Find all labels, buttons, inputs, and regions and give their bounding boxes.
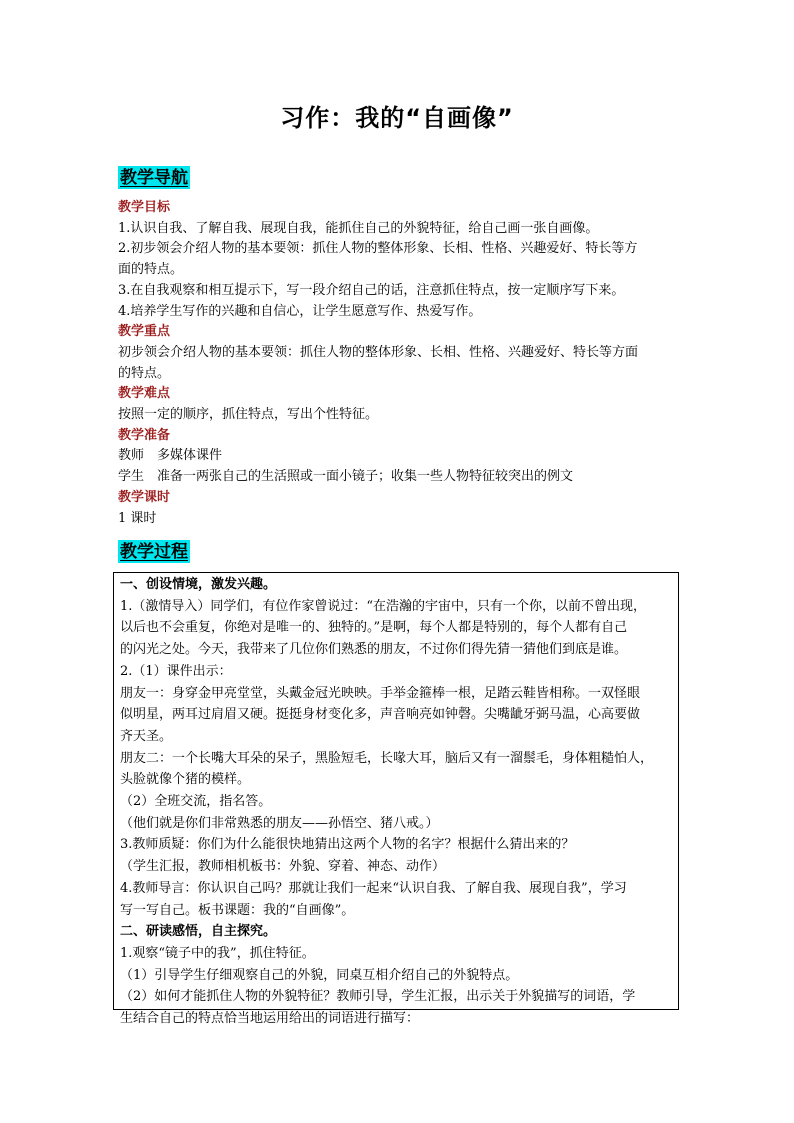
process-section-heading: 二、研读感悟，自主探究。	[120, 924, 277, 940]
section-heading-teaching-process: 教学过程	[120, 542, 188, 562]
process-line: （2）全班交流，指名答。	[120, 794, 272, 810]
key-point-line: 的特点。	[118, 365, 171, 381]
difficult-point-line: 按照一定的顺序，抓住特点，写出个性特征。	[118, 407, 379, 423]
page-title: 习作：我的“自画像”	[280, 104, 514, 132]
process-line: 以后也不会重复，你绝对是唯一的、独特的。”是啊，每个人都是特别的，每个人都有自己	[120, 620, 628, 636]
process-line: 4.教师导言：你认识自己吗？那就让我们一起来“认识自我、了解自我、展现自我”，学习	[120, 880, 627, 896]
process-line: 似明星，两耳过肩眉又硬。挺挺身材变化多，声音响亮如钟磬。尖嘴龇牙弼马温，心高要做	[120, 707, 641, 723]
teaching-guide-content	[118, 198, 683, 529]
process-line: （他们就是你们非常熟悉的朋友——孙悟空、猪八戒。）	[120, 815, 439, 831]
process-line: 3.教师质疑：你们为什么能很快地猜出这两个人物的名字？根据什么猜出来的？	[120, 837, 575, 853]
preparation-line: 学生 准备一两张自己的生活照或一面小镜子；收集一些人物特征较突出的例文	[118, 469, 574, 485]
process-line: 朋友二：一个长嘴大耳朵的呆子，黑脸短毛，长喙大耳，脑后又有一溜鬃毛，身体粗糙怕人，	[120, 750, 654, 766]
process-line: 的闪光之处。今天，我带来了几位你们熟悉的朋友，不过你们得先猜一猜他们到底是谁。	[120, 642, 628, 658]
process-line: （1）引导学生仔细观察自己的外貌，同桌互相介绍自己的外貌特点。	[120, 967, 519, 983]
process-line: （2）如何才能抓住人物的外貌特征？教师引导，学生汇报，出示关于外貌描写的词语，学	[120, 989, 636, 1005]
section-heading-teaching-guide: 教学导航	[120, 168, 188, 188]
key-points-heading: 教学重点	[118, 324, 171, 340]
preparation-line: 教师 多媒体课件	[118, 448, 223, 464]
class-hours-heading: 教学课时	[118, 489, 171, 505]
process-line: 写一写自己。板书课题：我的“自画像”。	[120, 902, 355, 918]
difficult-points-heading: 教学难点	[118, 386, 171, 402]
process-line: 2.（1）课件出示：	[120, 663, 232, 679]
goal-line: 面的特点。	[118, 262, 184, 278]
key-point-line: 初步领会介绍人物的基本要领：抓住人物的整体形象、长相、性格、兴趣爱好、特长等方面	[118, 344, 639, 360]
process-line: 1.观察“镜子中的我”，抓住特征。	[120, 945, 315, 961]
process-line: （学生汇报，教师相机板书：外貌、穿着、神态、动作）	[120, 859, 446, 875]
goal-line: 4.培养学生写作的兴趣和自信心，让学生愿意写作、热爱写作。	[118, 303, 482, 319]
process-line: 1.（激情导入）同学们，有位作家曾说过：“在浩瀚的宇宙中，只有一个你，以前不曾出现，	[120, 598, 647, 614]
goals-heading: 教学目标	[118, 200, 171, 215]
process-line: 齐天圣。	[120, 728, 173, 744]
goal-line: 3.在自我观察和相互提示下，写一段介绍自己的话，注意抓住特点，按一定顺序写下来。	[118, 282, 625, 298]
process-line: 朋友一：身穿金甲亮堂堂，头戴金冠光映映。手举金箍棒一根，足踏云鞋皆相称。一双怪眼	[120, 685, 641, 701]
process-line: 生结合自己的特点恰当地运用给出的词语进行描写：	[120, 1011, 420, 1027]
preparation-heading: 教学准备	[118, 427, 171, 443]
class-hours-line: 1 课时	[118, 510, 157, 526]
process-section-heading: 一、创设情境，激发兴趣。	[120, 577, 277, 592]
goal-line: 2.初步领会介绍人物的基本要领：抓住人物的整体形象、长相、性格、兴趣爱好、特长等方	[118, 241, 638, 257]
process-line: 头脸就像个猪的模样。	[120, 772, 251, 788]
goal-line: 1.认识自我、了解自我、展现自我，能抓住自己的外貌特征，给自己画一张自画像。	[118, 220, 599, 236]
teaching-process-box	[113, 572, 679, 1027]
